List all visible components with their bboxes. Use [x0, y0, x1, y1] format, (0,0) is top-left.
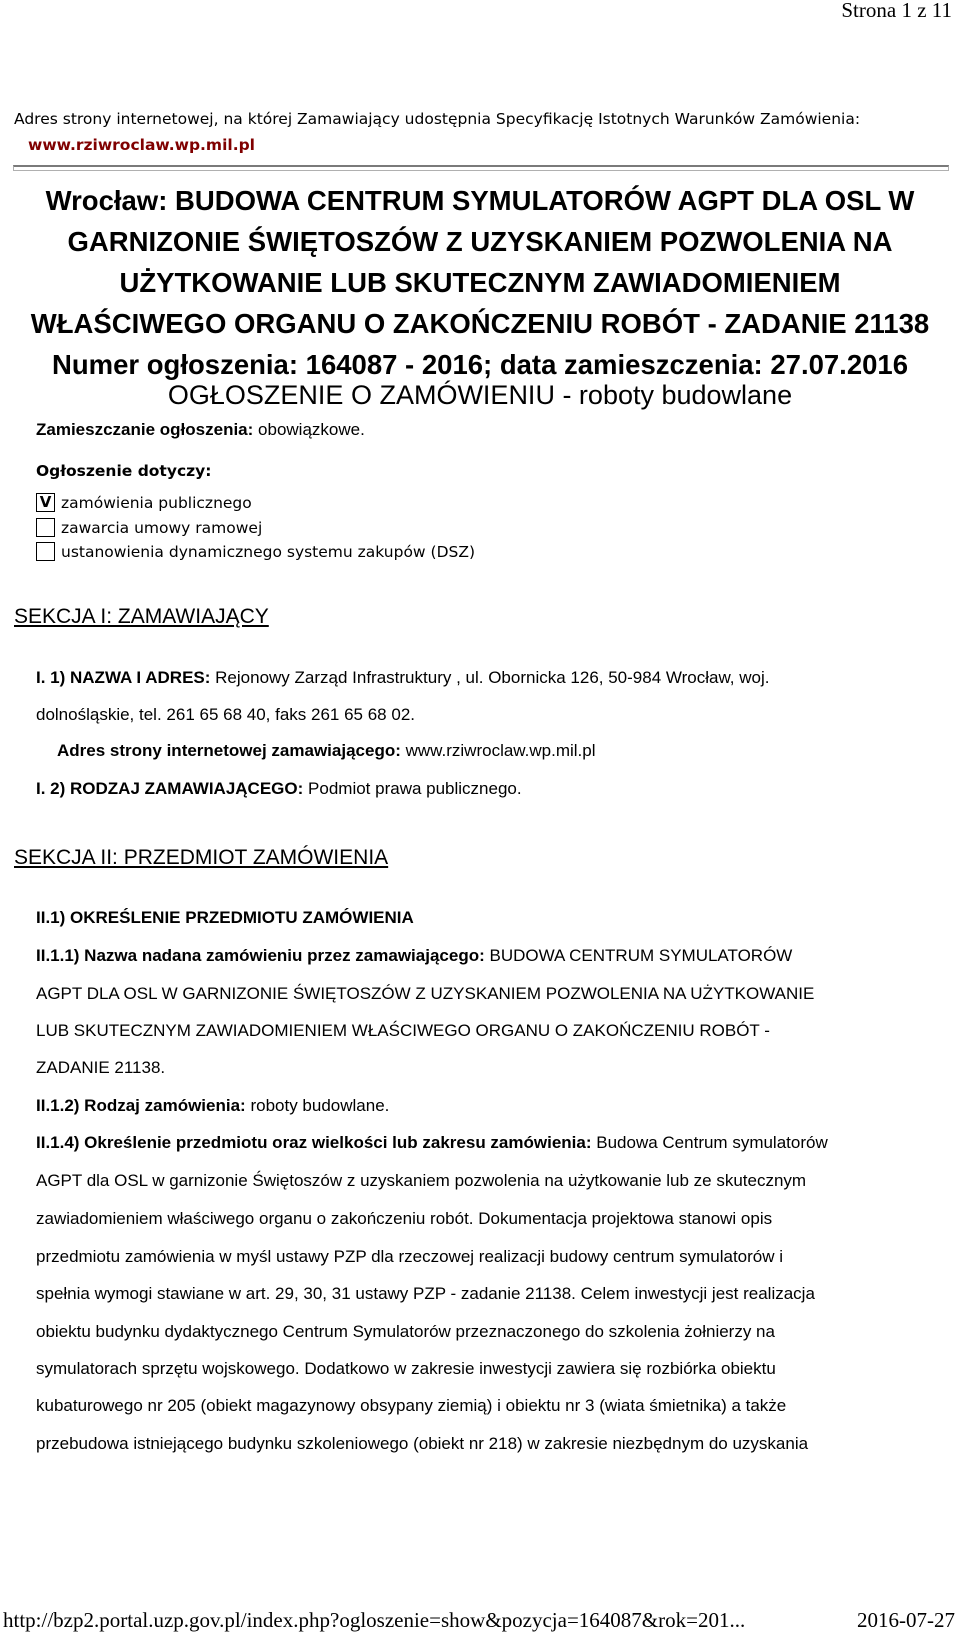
section-2-heading: SEKCJA II: PRZEDMIOT ZAMÓWIENIA: [14, 846, 389, 869]
section-2-1-1-line: AGPT DLA OSL W GARNIZONIE ŚWIĘTOSZÓW Z UZYSKANIEM POZWOLENIA NA UŻYTKOWANIE: [36, 984, 815, 1003]
field-label: I. 1) NAZWA I ADRES:: [36, 668, 211, 687]
notice-subtitle: OGŁOSZENIE O ZAMÓWIENIU - roboty budowlane: [167, 380, 793, 410]
publication-value: obowiązkowe.: [258, 420, 365, 439]
section-2-1-4-line: przebudowa istniejącego budynku szkoleniowego (obiekt nr 218) w zakresie niezbędnym do uzyskania: [36, 1434, 809, 1453]
section-2-1-1-line: ZADANIE 21138.: [36, 1058, 166, 1077]
section-1-2-authority-type: [36, 779, 522, 799]
checkbox-label: zamówienia publicznego: [61, 494, 252, 512]
section-2-1-4-line: AGPT dla OSL w garnizonie Świętoszów z uzyskaniem pozwolenia na użytkowanie lub ze skutecznym: [36, 1171, 807, 1190]
section-2-1-4-line: kubaturowego nr 205 (obiekt magazynowy obsypany ziemią) i obiektu nr 3 (wiata śmietnika) a także: [36, 1396, 787, 1415]
section-2-1-heading: II.1) OKREŚLENIE PRZEDMIOTU ZAMÓWIENIA: [36, 908, 414, 927]
contracting-website: [57, 741, 596, 761]
checkbox-framework-agreement[interactable]: [36, 518, 55, 537]
checkbox-label: ustanowienia dynamicznego systemu zakupów (DSZ): [61, 543, 476, 561]
field-value: Rejonowy Zarząd Infrastruktury , ul. Obornicka 126, 50-984 Wrocław, woj.: [215, 668, 770, 687]
print-footer-url: http://bzp2.portal.uzp.gov.pl/index.php?ogloszenie=show&pozycja=164087&rok=201...: [3, 1608, 746, 1632]
publication-mode: [36, 420, 365, 440]
website-label: Adres strony internetowej zamawiającego:: [57, 741, 401, 760]
checkbox-label: zawarcia umowy ramowej: [61, 519, 263, 537]
field-label: II.1.1) Nazwa nadana zamówieniu przez zamawiającego:: [36, 946, 485, 965]
field-value: Budowa Centrum symulatorów: [596, 1133, 828, 1152]
notice-title: [20, 180, 940, 385]
page-counter: Strona 1 z 11: [841, 0, 952, 22]
address-continuation: dolnośląskie, tel. 261 65 68 40, faks 261 65 68 02.: [36, 705, 415, 724]
notice-concerns-label: Ogłoszenie dotyczy:: [36, 462, 212, 480]
field-value: Podmiot prawa publicznego.: [308, 779, 522, 798]
section-2-1-4-line: [36, 1133, 828, 1153]
publication-label: Zamieszczanie ogłoszenia:: [36, 420, 254, 439]
print-footer-date: 2016-07-27: [857, 1608, 955, 1632]
title-line: UŻYTKOWANIE LUB SKUTECZNYM ZAWIADOMIENIEM: [119, 267, 841, 298]
field-label: II.1.4) Określenie przedmiotu oraz wielkości lub zakresu zamówienia:: [36, 1133, 592, 1152]
siwz-url-link[interactable]: www.rziwroclaw.wp.mil.pl: [28, 136, 255, 154]
section-2-1-2-contract-type: [36, 1096, 389, 1116]
checkbox-public-contract[interactable]: V: [36, 493, 55, 512]
checkbox-dps[interactable]: [36, 542, 55, 561]
section-2-1-4-line: spełnia wymogi stawiane w art. 29, 30, 31 ustawy PZP - zadanie 21138. Celem inwestycji jest realizacja: [36, 1284, 815, 1303]
title-line: GARNIZONIE ŚWIĘTOSZÓW Z UZYSKANIEM POZWOLENIA NA: [67, 226, 893, 257]
section-1-heading: SEKCJA I: ZAMAWIAJĄCY: [14, 605, 269, 628]
siwz-address-notice: Adres strony internetowej, na której Zamawiający udostępnia Specyfikację Istotnych Warunków Zamówienia:: [14, 110, 861, 128]
website-link[interactable]: www.rziwroclaw.wp.mil.pl: [405, 741, 596, 760]
section-2-1-4-line: symulatorach sprzętu wojskowego. Dodatkowo w zakresie inwestycji zawiera się rozbiórka obiektu: [36, 1359, 776, 1378]
section-2-1-1-line: LUB SKUTECZNYM ZAWIADOMIENIEM WŁAŚCIWEGO ORGANU O ZAKOŃCZENIU ROBÓT -: [36, 1021, 770, 1040]
section-2-1-4-line: obiektu budynku dydaktycznego Centrum Symulatorów przeznaczonego do szkolenia żołnierzy na: [36, 1322, 775, 1341]
section-1-1-name-address: [36, 668, 769, 688]
field-value: BUDOWA CENTRUM SYMULATORÓW: [489, 946, 793, 965]
notice-number-line: Numer ogłoszenia: 164087 - 2016; data zamieszczenia: 27.07.2016: [52, 349, 908, 380]
section-2-1-4-line: przedmiotu zamówienia w myśl ustawy PZP dla rzeczowej realizacji budowy centrum symulatorów i: [36, 1247, 784, 1266]
title-line: WŁAŚCIWEGO ORGANU O ZAKOŃCZENIU ROBÓT - ZADANIE 21138: [30, 308, 930, 339]
section-2-1-4-line: zawiadomieniem właściwego organu o zakończeniu robót. Dokumentacja projektowa stanowi opis: [36, 1209, 773, 1228]
field-label: II.1.2) Rodzaj zamówienia:: [36, 1096, 246, 1115]
field-label: I. 2) RODZAJ ZAMAWIAJĄCEGO:: [36, 779, 304, 798]
horizontal-rule: [13, 165, 949, 171]
title-line: Wrocław: BUDOWA CENTRUM SYMULATORÓW AGPT DLA OSL W: [45, 185, 915, 216]
section-2-1-1-line: [36, 946, 792, 966]
field-value: roboty budowlane.: [250, 1096, 390, 1115]
